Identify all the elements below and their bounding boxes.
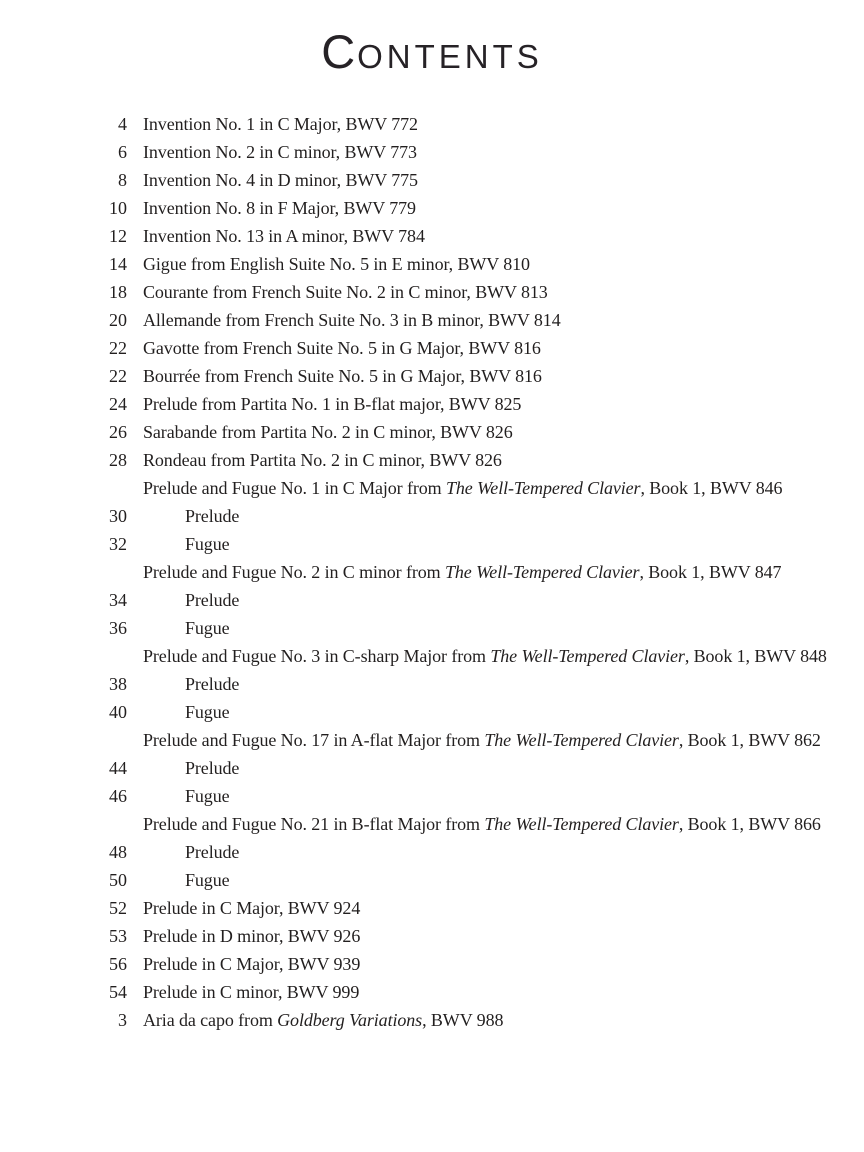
toc-entry-title: [143, 474, 782, 502]
toc-entry-title: [185, 698, 230, 726]
toc-page-number: 12: [109, 226, 127, 246]
toc-entry-italic-text: Goldberg Variations: [277, 1010, 423, 1030]
toc-entry-text-after: , Book 1, BWV 866: [678, 814, 821, 834]
toc-entry-text: Fugue: [185, 618, 230, 638]
toc-page-number: 22: [109, 338, 127, 358]
toc-entry-title: [143, 166, 418, 194]
toc-entry-title: [143, 110, 418, 138]
toc-page-number: 18: [109, 282, 127, 302]
toc-page-number: 26: [109, 422, 127, 442]
toc-entry: [0, 278, 864, 306]
toc-page-number: 40: [109, 702, 127, 722]
toc-entry: [0, 1006, 864, 1034]
toc-entry-title: [143, 894, 360, 922]
toc-entry: [0, 362, 864, 390]
toc-entry-title: [185, 530, 230, 558]
toc-entry-text: Invention No. 2 in C minor, BWV 773: [143, 142, 417, 162]
toc-entry-title: [143, 390, 521, 418]
toc-page-number: 4: [118, 114, 127, 134]
toc-page-number: 53: [109, 926, 127, 946]
toc-entry: [0, 194, 864, 222]
toc-entry: [0, 222, 864, 250]
toc-entry-title: [143, 334, 541, 362]
toc-page-number: 10: [109, 198, 127, 218]
toc-entry-text-after: , Book 1, BWV 847: [639, 562, 782, 582]
toc-entry-title: [143, 950, 360, 978]
toc-entry-title: [143, 642, 827, 670]
toc-entry: [0, 446, 864, 474]
toc-entry-title: [185, 754, 239, 782]
toc-entry-text: Prelude: [185, 842, 240, 862]
toc-page-number: 50: [109, 870, 127, 890]
toc-entry-title: [143, 558, 781, 586]
toc-entry: [0, 390, 864, 418]
toc-entry: [0, 866, 864, 894]
toc-entry-text: Fugue: [185, 534, 230, 554]
toc-page-number: 3: [118, 1010, 127, 1030]
toc-entry-title: [143, 278, 548, 306]
toc-entry: [0, 922, 864, 950]
toc-entry-text: Allemande from French Suite No. 3 in B minor, BWV 814: [143, 310, 561, 330]
toc-page-number: 22: [109, 366, 127, 386]
toc-page-number: 8: [118, 170, 127, 190]
toc-entry-text: Prelude in C minor, BWV 999: [143, 982, 360, 1002]
toc-list: [0, 110, 864, 1034]
toc-page-number: [0, 726, 127, 754]
toc-entry-text: Prelude and Fugue No. 2 in C minor from: [143, 562, 445, 582]
toc-entry-text: Rondeau from Partita No. 2 in C minor, BWV 826: [143, 450, 502, 470]
page-title-rest: ONTENTS: [357, 38, 543, 75]
toc-entry-text-after: , Book 1, BWV 846: [640, 478, 783, 498]
toc-entry-text: Prelude in C Major, BWV 924: [143, 898, 361, 918]
toc-entry: [0, 670, 864, 698]
toc-entry-italic-text: The Well-Tempered Clavier: [484, 730, 679, 750]
toc-entry-title: [185, 614, 230, 642]
toc-entry: [0, 502, 864, 530]
page-title-initial: C: [321, 25, 358, 78]
toc-entry: [0, 586, 864, 614]
toc-page-number: [0, 558, 127, 586]
toc-entry: [0, 558, 864, 586]
toc-entry-title: [143, 138, 417, 166]
toc-entry-title: [185, 502, 239, 530]
toc-entry: [0, 250, 864, 278]
toc-entry: [0, 138, 864, 166]
toc-entry-text: Prelude: [185, 674, 240, 694]
toc-entry-title: [185, 866, 230, 894]
toc-page-number: 48: [109, 842, 127, 862]
toc-page-number: [0, 810, 127, 838]
toc-entry-text: Gavotte from French Suite No. 5 in G Major, BWV 816: [143, 338, 541, 358]
toc-entry: [0, 782, 864, 810]
toc-page-number: [0, 474, 127, 502]
toc-entry: [0, 418, 864, 446]
toc-entry-text: Prelude and Fugue No. 3 in C-sharp Major from: [143, 646, 491, 666]
toc-entry-text: Sarabande from Partita No. 2 in C minor, BWV 826: [143, 422, 513, 442]
toc-page-number: 24: [109, 394, 127, 414]
toc-entry: [0, 614, 864, 642]
toc-page-number: 46: [109, 786, 127, 806]
toc-entry: [0, 726, 864, 754]
toc-entry: [0, 978, 864, 1006]
toc-entry-title: [143, 726, 821, 754]
toc-entry: [0, 754, 864, 782]
toc-entry: [0, 698, 864, 726]
toc-entry-italic-text: The Well-Tempered Clavier: [484, 814, 679, 834]
toc-entry-text-after: , BWV 988: [422, 1010, 504, 1030]
toc-entry-title: [143, 362, 542, 390]
toc-entry-text: Gigue from English Suite No. 5 in E minor, BWV 810: [143, 254, 530, 274]
toc-page-number: 30: [109, 506, 127, 526]
toc-entry-title: [143, 194, 416, 222]
toc-page-number: 54: [109, 982, 127, 1002]
toc-entry-text: Prelude: [185, 506, 240, 526]
toc-entry-text: Prelude in D minor, BWV 926: [143, 926, 361, 946]
toc-entry-title: [143, 922, 360, 950]
toc-entry: [0, 810, 864, 838]
toc-entry: [0, 950, 864, 978]
toc-entry-text: Prelude and Fugue No. 17 in A-flat Major from: [143, 730, 485, 750]
toc-page-number: 20: [109, 310, 127, 330]
toc-entry: [0, 110, 864, 138]
toc-entry: [0, 642, 864, 670]
toc-entry-text: Invention No. 13 in A minor, BWV 784: [143, 226, 425, 246]
toc-entry-text: Aria da capo from: [143, 1010, 278, 1030]
toc-entry-title: [143, 222, 425, 250]
toc-entry-title: [185, 782, 230, 810]
toc-page-number: 6: [118, 142, 127, 162]
toc-entry-italic-text: The Well-Tempered Clavier: [444, 562, 640, 582]
toc-entry: [0, 334, 864, 362]
toc-entry-text-after: , Book 1, BWV 862: [678, 730, 821, 750]
toc-entry: [0, 474, 864, 502]
toc-page-number: [0, 642, 127, 670]
toc-entry-title: [143, 446, 502, 474]
toc-entry: [0, 166, 864, 194]
toc-entry: [0, 894, 864, 922]
toc-page-number: 34: [109, 590, 127, 610]
toc-page-number: 44: [109, 758, 127, 778]
toc-page-number: 28: [109, 450, 127, 470]
toc-entry-text: Fugue: [185, 702, 230, 722]
toc-entry-title: [143, 250, 530, 278]
toc-entry-text: Prelude and Fugue No. 1 in C Major from: [143, 478, 446, 498]
toc-page-number: 36: [109, 618, 127, 638]
toc-entry-text: Fugue: [185, 786, 230, 806]
toc-entry-text: Bourrée from French Suite No. 5 in G Major, BWV 816: [143, 366, 542, 386]
toc-page-number: 38: [109, 674, 127, 694]
toc-entry-text: Prelude: [185, 758, 240, 778]
toc-page-number: 32: [109, 534, 127, 554]
toc-entry-text: Prelude and Fugue No. 21 in B-flat Major from: [143, 814, 485, 834]
toc-entry-text: Prelude: [185, 590, 240, 610]
toc-entry-title: [185, 670, 239, 698]
toc-page-number: 52: [109, 898, 127, 918]
toc-entry: [0, 838, 864, 866]
toc-entry-text: Invention No. 1 in C Major, BWV 772: [143, 114, 418, 134]
toc-entry-title: [143, 418, 513, 446]
toc-entry-text: Invention No. 4 in D minor, BWV 775: [143, 170, 418, 190]
toc-entry-title: [143, 1006, 503, 1034]
toc-entry-title: [185, 838, 239, 866]
toc-entry-italic-text: The Well-Tempered Clavier: [445, 478, 641, 498]
toc-entry-title: [143, 306, 561, 334]
toc-entry-text: Prelude in C Major, BWV 939: [143, 954, 361, 974]
toc-entry-text-after: , Book 1, BWV 848: [684, 646, 827, 666]
toc-entry-italic-text: The Well-Tempered Clavier: [490, 646, 685, 666]
toc-entry-text: Prelude from Partita No. 1 in B-flat major, BWV 825: [143, 394, 522, 414]
toc-entry-text: Courante from French Suite No. 2 in C minor, BWV 813: [143, 282, 548, 302]
toc-page-number: 56: [109, 954, 127, 974]
page-title: [0, 25, 864, 78]
toc-entry-text: Invention No. 8 in F Major, BWV 779: [143, 198, 416, 218]
toc-entry: [0, 306, 864, 334]
toc-page-number: 14: [109, 254, 127, 274]
toc-entry: [0, 530, 864, 558]
toc-entry-text: Fugue: [185, 870, 230, 890]
toc-entry-title: [143, 810, 821, 838]
toc-entry-title: [185, 586, 239, 614]
toc-entry-title: [143, 978, 359, 1006]
